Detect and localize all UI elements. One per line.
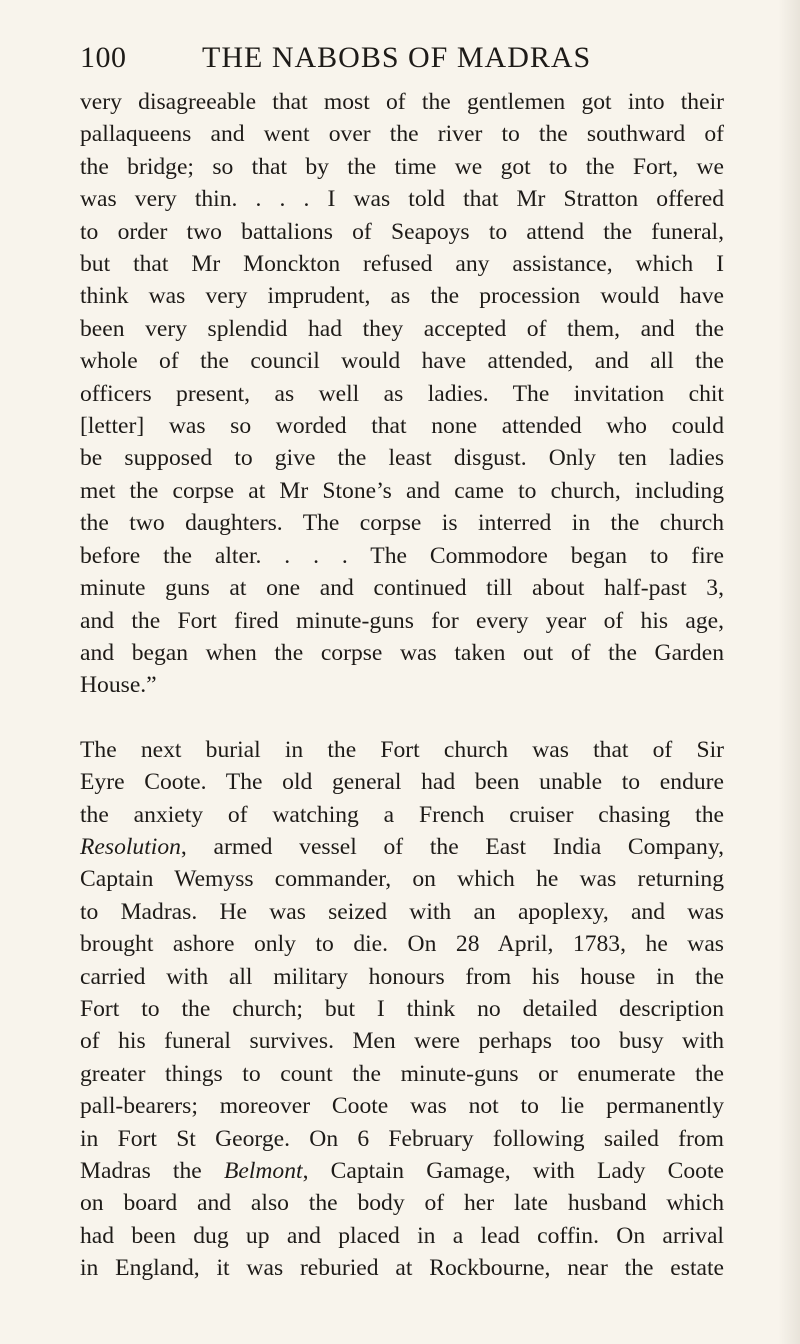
text-line: very disagreeable that most of the gentlemen got into their bbox=[80, 89, 724, 115]
text-line: House.” bbox=[80, 672, 157, 699]
text-line: and the Fort fired minute-guns for every year of his age, bbox=[80, 607, 724, 634]
text-line: officers present, as well as ladies. The invitation chit bbox=[80, 380, 724, 407]
book-title: THE NABOBS OF MADRAS bbox=[202, 41, 592, 74]
ship-name-resolution: Resolution bbox=[80, 833, 181, 860]
text-line-ship-belmont bbox=[80, 1155, 724, 1187]
text-line: of his funeral survives. Men were perhaps too busy with bbox=[80, 1028, 724, 1055]
text-line: carried with all military honours from his house in the bbox=[80, 963, 724, 990]
text-fragment: , Captain Gamage, with Lady Coote bbox=[302, 1158, 724, 1184]
page-edge-shadow bbox=[778, 0, 800, 1344]
text-line: the bridge; so that by the time we got to the Fort, we bbox=[80, 153, 724, 180]
text-line: [letter] was so worded that none attended who could bbox=[80, 413, 724, 440]
page-number: 100 bbox=[80, 41, 127, 74]
paragraph-coote-burial bbox=[80, 734, 724, 1285]
text-line: to order two battalions of Seapoys to attend the funeral, bbox=[80, 218, 724, 245]
text-line: brought ashore only to die. On 28 April, 1783, he was bbox=[80, 931, 724, 958]
text-line: been very splendid had they accepted of them, and the bbox=[80, 315, 724, 342]
text-line: on board and also the body of her late husband which bbox=[80, 1190, 724, 1217]
text-line: greater things to count the minute-guns or enumerate the bbox=[80, 1060, 724, 1087]
text-line: met the corpse at Mr Stone’s and came to church, including bbox=[80, 477, 724, 504]
text-line: Eyre Coote. The old general had been unable to endure bbox=[80, 769, 724, 796]
text-line: was very thin. . . . I was told that Mr Stratton offered bbox=[80, 186, 724, 213]
text-line: to Madras. He was seized with an apoplexy, and was bbox=[80, 898, 724, 925]
text-line-ship-resolution bbox=[80, 831, 724, 863]
text-line: had been dug up and placed in a lead coffin. On arrival bbox=[80, 1222, 724, 1249]
text-fragment: , armed vessel of the East India Company, bbox=[180, 833, 724, 860]
text-line: be supposed to give the least disgust. Only ten ladies bbox=[80, 445, 724, 472]
text-line: in England, it was reburied at Rockbourne, near the estate bbox=[80, 1255, 724, 1282]
body-text bbox=[80, 86, 724, 1285]
text-line: but that Mr Monckton refused any assistance, which I bbox=[80, 251, 724, 278]
text-line: the anxiety of watching a French cruiser chasing the bbox=[80, 801, 724, 828]
text-fragment: Madras the bbox=[80, 1158, 224, 1184]
text-line: before the alter. . . . The Commodore began to fire bbox=[80, 542, 724, 569]
text-line: the two daughters. The corpse is interred in the church bbox=[80, 510, 724, 537]
text-line: think was very imprudent, as the procession would have bbox=[80, 283, 724, 310]
text-line: Captain Wemyss commander, on which he was returning bbox=[80, 866, 724, 893]
text-line: minute guns at one and continued till about half-past 3, bbox=[80, 575, 724, 602]
text-line: whole of the council would have attended, and all the bbox=[80, 348, 724, 375]
text-line: and began when the corpse was taken out of the Garden bbox=[80, 639, 724, 666]
text-line: The next burial in the Fort church was that of Sir bbox=[80, 736, 724, 763]
ship-name-belmont: Belmont bbox=[223, 1158, 303, 1184]
text-line: pall-bearers; moreover Coote was not to lie permanently bbox=[80, 1093, 724, 1120]
text-line: pallaqueens and went over the river to the southward of bbox=[80, 121, 724, 148]
running-head bbox=[80, 36, 720, 80]
text-line: Fort to the church; but I think no detailed description bbox=[80, 995, 724, 1022]
paragraph-letter-quote bbox=[80, 86, 724, 702]
text-line: in Fort St George. On 6 February following sailed from bbox=[80, 1125, 724, 1152]
